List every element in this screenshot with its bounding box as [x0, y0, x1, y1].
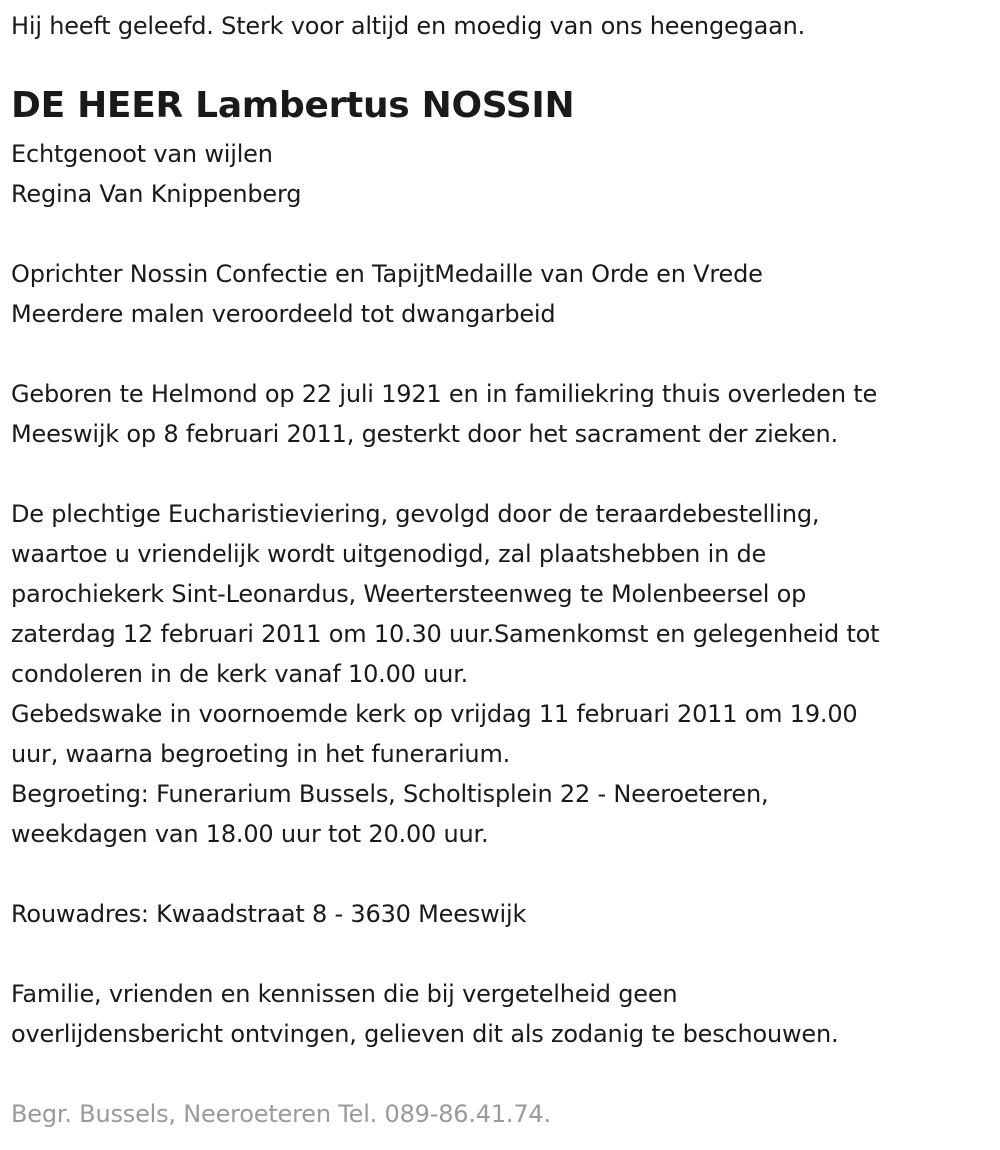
visitation-line: weekdagen van 18.00 uur tot 20.00 uur. [11, 820, 489, 848]
family-note-line: overlijdensbericht ontvingen, gelieven dit als zodanig te beschouwen. [11, 1020, 839, 1048]
spouse-line: Regina Van Knippenberg [11, 180, 302, 208]
visitation-line: Begroeting: Funerarium Bussels, Scholtisplein 22 - Neeroeteren, [11, 780, 769, 808]
roles-block [11, 254, 763, 334]
deceased-name: DE HEER Lambertus NOSSIN [11, 85, 575, 126]
ceremony-line: zaterdag 12 februari 2011 om 10.30 uur.Samenkomst en gelegenheid tot [11, 620, 880, 648]
ceremony-line: De plechtige Eucharistieviering, gevolgd door de teraardebestelling, [11, 500, 820, 528]
intro-text: Hij heeft geleefd. Sterk voor altijd en moedig van ons heengegaan. [11, 12, 806, 40]
role-line: Meerdere malen veroordeeld tot dwangarbeid [11, 300, 556, 328]
birth-line: Meeswijk op 8 februari 2011, gesterkt door het sacrament der zieken. [11, 420, 838, 448]
mourning-address: Rouwadres: Kwaadstraat 8 - 3630 Meeswijk [11, 900, 527, 928]
spouse-line: Echtgenoot van wijlen [11, 140, 273, 168]
wake-line: Gebedswake in voornoemde kerk op vrijdag 11 februari 2011 om 19.00 [11, 700, 858, 728]
birth-death-block [11, 374, 877, 454]
wake-line: uur, waarna begroeting in het funerarium. [11, 740, 511, 768]
ceremony-line: waartoe u vriendelijk wordt uitgenodigd, zal plaatshebben in de [11, 540, 767, 568]
funeral-home-footer: Begr. Bussels, Neeroeteren Tel. 089-86.41.74. [11, 1100, 551, 1128]
birth-line: Geboren te Helmond op 22 juli 1921 en in familiekring thuis overleden te [11, 380, 878, 408]
mourning-address-block [11, 894, 526, 934]
ceremony-line: parochiekerk Sint-Leonardus, Weertersteenweg te Molenbeersel op [11, 580, 807, 608]
ceremony-line: condoleren in de kerk vanaf 10.00 uur. [11, 660, 469, 688]
spouse-block [11, 134, 301, 214]
ceremony-block [11, 494, 879, 854]
role-line: Oprichter Nossin Confectie en TapijtMedaille van Orde en Vrede [11, 260, 763, 288]
family-note-block [11, 974, 838, 1054]
family-note-line: Familie, vrienden en kennissen die bij vergetelheid geen [11, 980, 678, 1008]
